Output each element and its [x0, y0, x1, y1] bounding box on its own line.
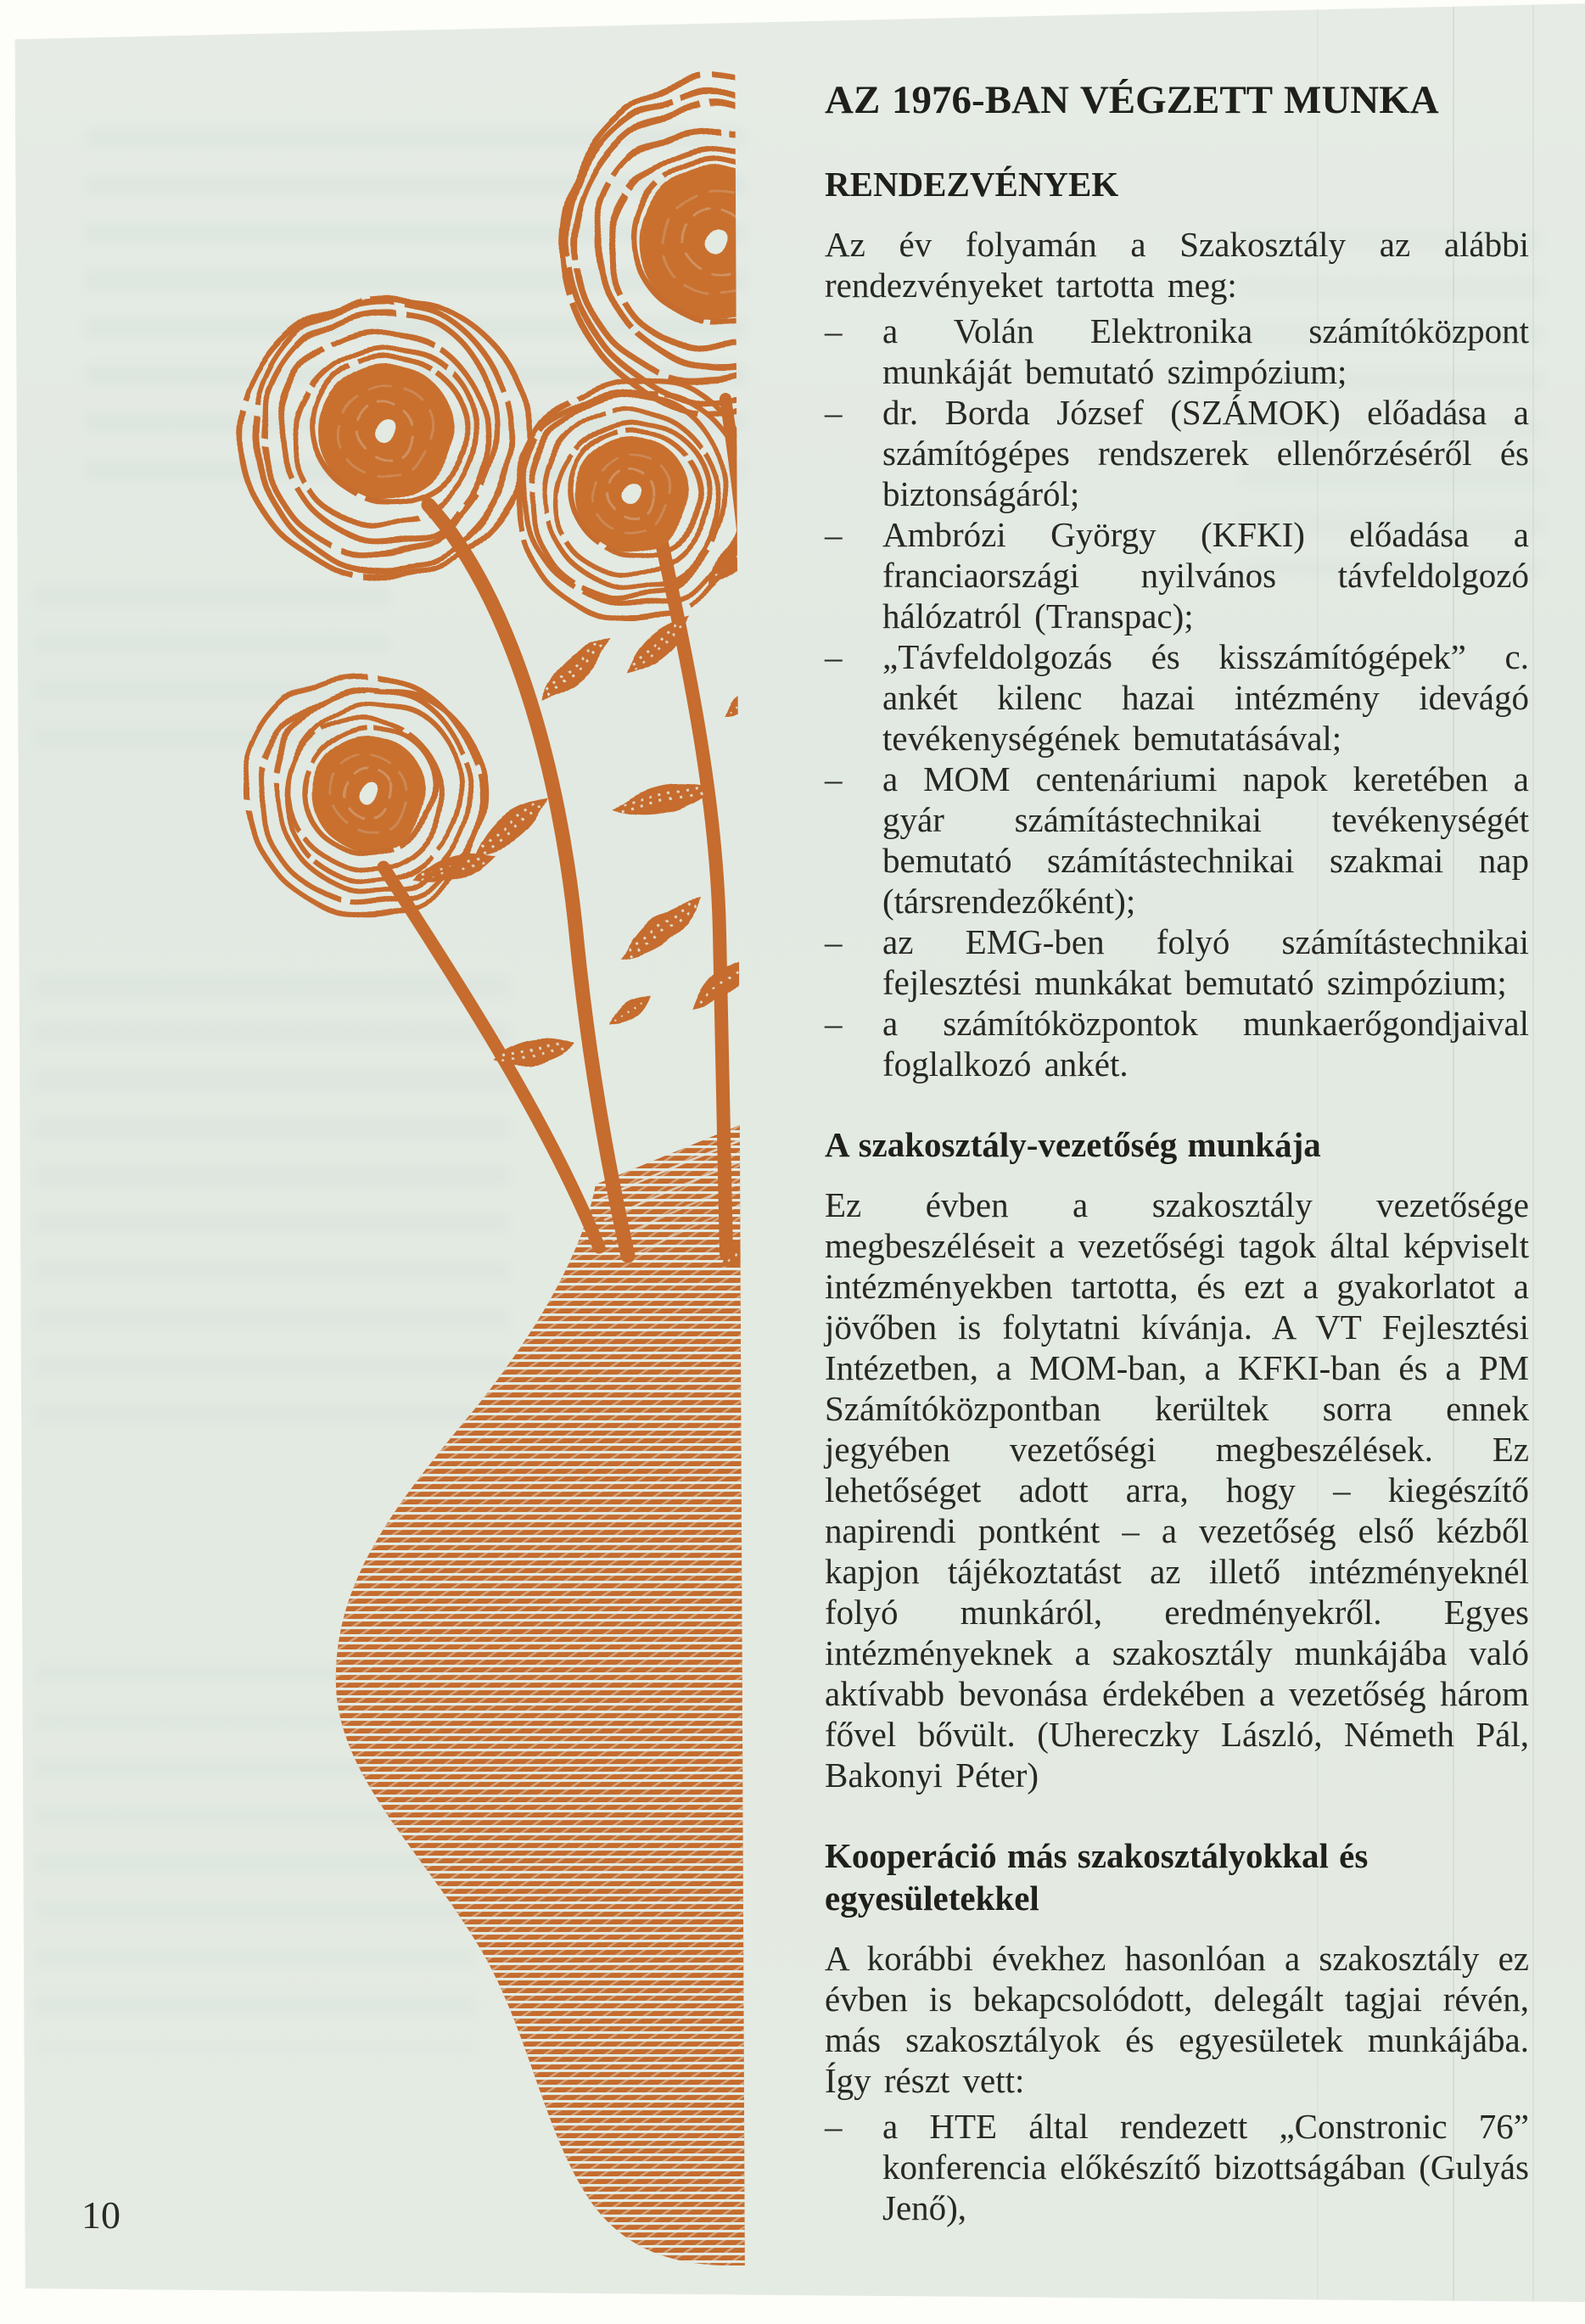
list-item [825, 2106, 1529, 2228]
list-item-text: a HTE által rendezett „Constronic 76” konferencia előkészítő bizottságában (Gulyás Jenő), [882, 2107, 1529, 2227]
flower [220, 276, 552, 598]
page-number: 10 [81, 2193, 120, 2237]
flower-vase-illustration [0, 0, 798, 2299]
list-item-text: „Távfeldolgozás és kisszámítógépek” c. ankét kilenc hazai intézmény idevágó tevékenységének bemutatásával; [882, 637, 1529, 758]
cooperation-list [825, 2106, 1529, 2228]
article-column [825, 78, 1529, 2228]
section-heading-cooperation: Kooperáció más szakosztályokkal és egyesületekkel [825, 1836, 1369, 1918]
section-leadership [825, 1123, 1529, 1795]
article-title: AZ 1976-BAN VÉGZETT MUNKA [825, 78, 1439, 122]
section-paragraph: A korábbi évekhez hasonlóan a szakosztály ez évben is bekapcsolódott, delegált tagjai révén, más szakosztályok és egyesületek munkájába. Így részt vett: [825, 1939, 1529, 2100]
list-marker: – [825, 311, 843, 350]
list-marker: – [825, 2107, 843, 2146]
list-item-text: a Volán Elektronika számítóközpont munkáját bemutató szimpózium; [882, 311, 1529, 391]
flower [198, 628, 529, 962]
list-marker: – [825, 515, 843, 554]
vase [336, 1101, 798, 2265]
section-heading-events: RENDEZVÉNYEK [825, 165, 1119, 204]
section-cooperation [825, 1834, 1529, 2228]
list-item-text: dr. Borda József (SZÁMOK) előadása a számítógépes rendszerek ellenőrzéséről és biztonságáról; [882, 393, 1529, 513]
list-marker: – [825, 922, 843, 961]
section-events [825, 163, 1529, 1084]
list-item-text: a MOM centenáriumi napok keretében a gyár számítástechnikai tevékenységét bemutató számítástechnikai szakmai nap (társrendezőként); [882, 759, 1529, 921]
list-item [825, 1003, 1529, 1084]
list-item [825, 392, 1529, 514]
list-marker: – [825, 759, 843, 798]
list-item [825, 759, 1529, 921]
list-item [825, 921, 1529, 1003]
list-item [825, 514, 1529, 636]
list-item [825, 311, 1529, 392]
list-item-text: Ambrózi György (KFKI) előadása a franciaországi nyilvános távfeldolgozó hálózatról (Transpac); [882, 515, 1529, 636]
list-marker: – [825, 637, 843, 676]
list-item-text: a számítóközpontok munkaerőgondjaival foglalkozó ankét. [882, 1004, 1529, 1084]
scan-fold-line [1532, 0, 1534, 2324]
event-list [825, 311, 1529, 1084]
section-paragraph: Ez évben a szakosztály vezetősége megbeszéléseit a vezetőségi tagok által képviselt intézményekben tartotta, és ezt a gyakorlatot a jövőben is folytatni kívánja. A VT Fejlesztési Intézetben, a MOM-ban, a KFKI-ban és a PM Számítóközpontban kerültek sorra ennek jegyében vezetőségi megbeszélések. Ez lehetőséget adott arra, hogy – kiegészítő napirendi pontként – a vezetőség első kézből kapjon tájékoztatást az illető intézményeknél folyó munkáról, eredményekről. Egyes intézményeknek a szakosztály munkájába való aktívabb bevonása érdekében a vezetőség három fővel bővült. (Uhereczky László, Németh Pál, Bakonyi Péter) [825, 1185, 1529, 1795]
section-intro: Az év folyamán a Szakosztály az alábbi rendezvényeket tartotta meg: [825, 225, 1529, 305]
list-item [825, 636, 1529, 759]
list-item-text: az EMG-ben folyó számítástechnikai fejlesztési munkákat bemutató szimpózium; [882, 922, 1529, 1002]
section-heading-leadership: A szakosztály-vezetőség munkája [825, 1125, 1321, 1164]
list-marker: – [825, 393, 843, 432]
list-marker: – [825, 1004, 843, 1043]
